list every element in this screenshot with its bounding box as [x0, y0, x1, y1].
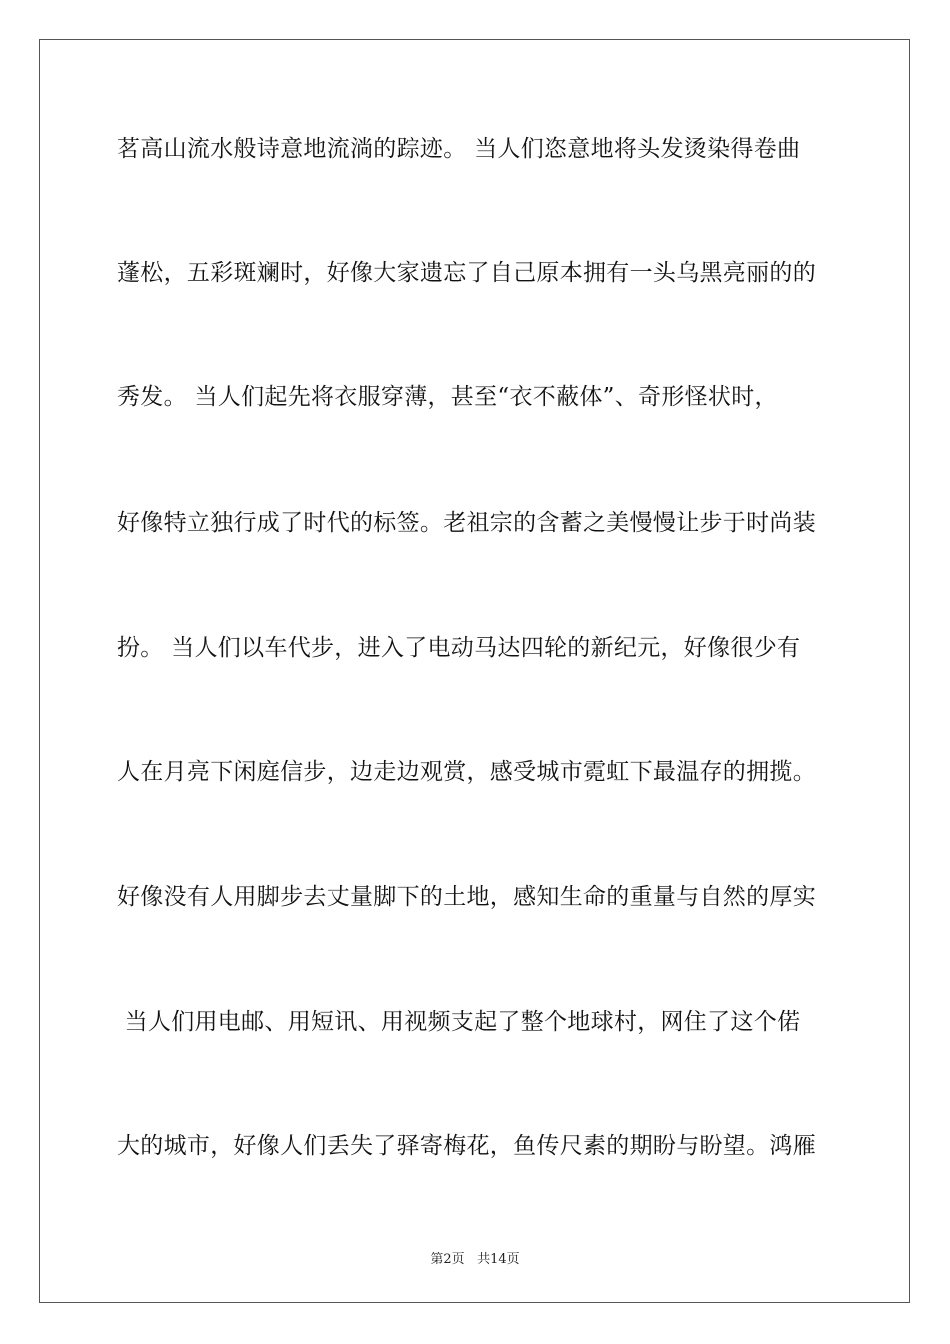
body-text-line-8: 当人们用电邮、用短讯、用视频支起了整个地球村，网住了这个偌 — [117, 1009, 801, 1035]
body-text-line-9: 大的城市，好像人们丢失了驿寄梅花，鱼传尺素的期盼与盼望。鸿雁 — [117, 1133, 816, 1159]
body-text-line-5: 扮。 当人们以车代步，进入了电动马达四轮的新纪元，好像很少有 — [117, 635, 801, 661]
page-number: 第2页 — [430, 1252, 465, 1267]
page-total: 共14页 — [477, 1252, 520, 1267]
body-text-line-2: 蓬松，五彩斑斓时，好像大家遗忘了自己原本拥有一头乌黑亮丽的的 — [117, 260, 816, 286]
page-footer — [0, 1248, 950, 1267]
body-text-line-7: 好像没有人用脚步去丈量脚下的土地，感知生命的重量与自然的厚实 — [117, 884, 816, 910]
page-border — [39, 39, 910, 1303]
body-text-line-3: 秀发。 当人们起先将衣服穿薄，甚至“衣不蔽体”、奇形怪状时， — [117, 384, 778, 410]
body-text-line-4: 好像特立独行成了时代的标签。老祖宗的含蓄之美慢慢让步于时尚装 — [117, 510, 816, 536]
body-text-line-6: 人在月亮下闲庭信步，边走边观赏，感受城市霓虹下最温存的拥揽。 — [117, 759, 816, 785]
body-text-line-1: 茗高山流水般诗意地流淌的踪迹。 当人们恣意地将头发烫染得卷曲 — [117, 136, 801, 162]
